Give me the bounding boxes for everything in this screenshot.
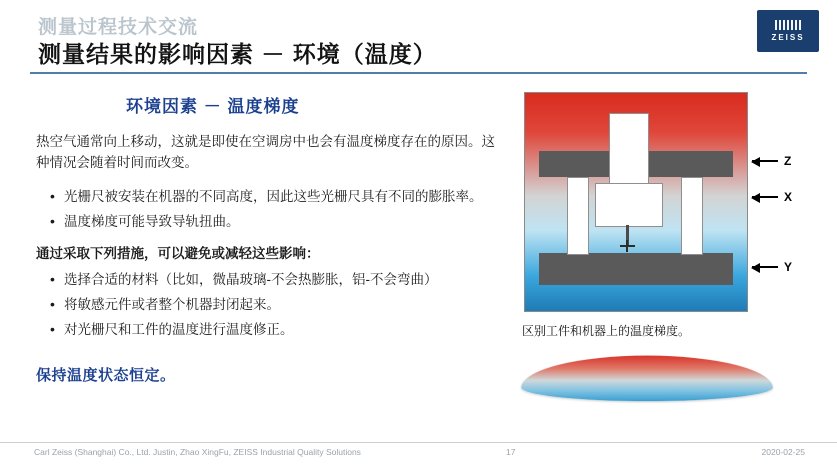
machine-base — [539, 253, 733, 285]
logo-text: ZEISS — [771, 33, 805, 42]
axis-label-z-text: Z — [784, 154, 792, 168]
list-item: • 对光栅尺和工件的温度进行温度修正。 — [54, 320, 506, 340]
machine-right-column — [681, 177, 703, 255]
list-item: • 温度梯度可能导致导轨扭曲。 — [54, 212, 506, 232]
measures-bullet-list — [36, 270, 506, 340]
content-left-column — [36, 92, 506, 385]
slide-header — [0, 0, 837, 76]
workpiece-gradient-figure — [522, 355, 772, 409]
axis-label-x-text: X — [784, 190, 793, 204]
section-title: 环境因素 － 温度梯度 — [126, 97, 300, 116]
figure-caption: 区别工件和机器上的温度梯度。 — [522, 324, 691, 338]
axis-label-x — [752, 190, 792, 204]
page-title: 测量结果的影响因素 － 环境（温度） — [38, 41, 437, 67]
probe-tip-horizontal-icon — [620, 245, 635, 247]
axis-label-y-text: Y — [784, 260, 793, 274]
closing-statement: 保持温度状态恒定。 — [36, 367, 176, 384]
header-divider — [30, 72, 807, 74]
footer-page-number: 17 — [506, 447, 516, 457]
cmm-thermal-gradient-figure — [524, 92, 748, 312]
logo-mark-icon — [775, 20, 801, 30]
machine-left-column — [567, 177, 589, 255]
list-item: • 将敏感元件或者整个机器封闭起来。 — [54, 295, 506, 315]
bent-plate-shape — [520, 356, 774, 402]
machine-head-block — [595, 183, 663, 227]
effects-bullet-list — [36, 187, 506, 232]
deck-subtitle: 测量过程技术交流 — [38, 17, 199, 38]
footer-date: 2020-02-25 — [761, 447, 805, 457]
arrow-left-icon — [752, 196, 778, 198]
arrow-left-icon — [752, 266, 778, 268]
content-right-column — [520, 92, 820, 409]
arrow-left-icon — [752, 160, 778, 162]
list-item: • 选择合适的材料（比如，微晶玻璃-不会热膨胀，铝-不会弯曲） — [54, 270, 506, 290]
axis-label-y — [752, 260, 792, 274]
zeiss-logo — [757, 10, 819, 52]
intro-paragraph: 热空气通常向上移动，这就是即使在空调房中也会有温度梯度存在的原因。这种情况会随着时间而改变。 — [36, 134, 495, 170]
axis-label-z — [752, 154, 791, 168]
list-item: • 光栅尺被安装在机器的不同高度，因此这些光栅尺具有不同的膨胀率。 — [54, 187, 506, 207]
measures-lead: 通过采取下列措施，可以避免或减轻这些影响： — [36, 246, 320, 261]
slide-footer — [0, 442, 837, 465]
footer-company-text: Carl Zeiss (Shanghai) Co., Ltd. Justin, Zhao XingFu, ZEISS Industrial Quality Solutions — [34, 447, 361, 457]
